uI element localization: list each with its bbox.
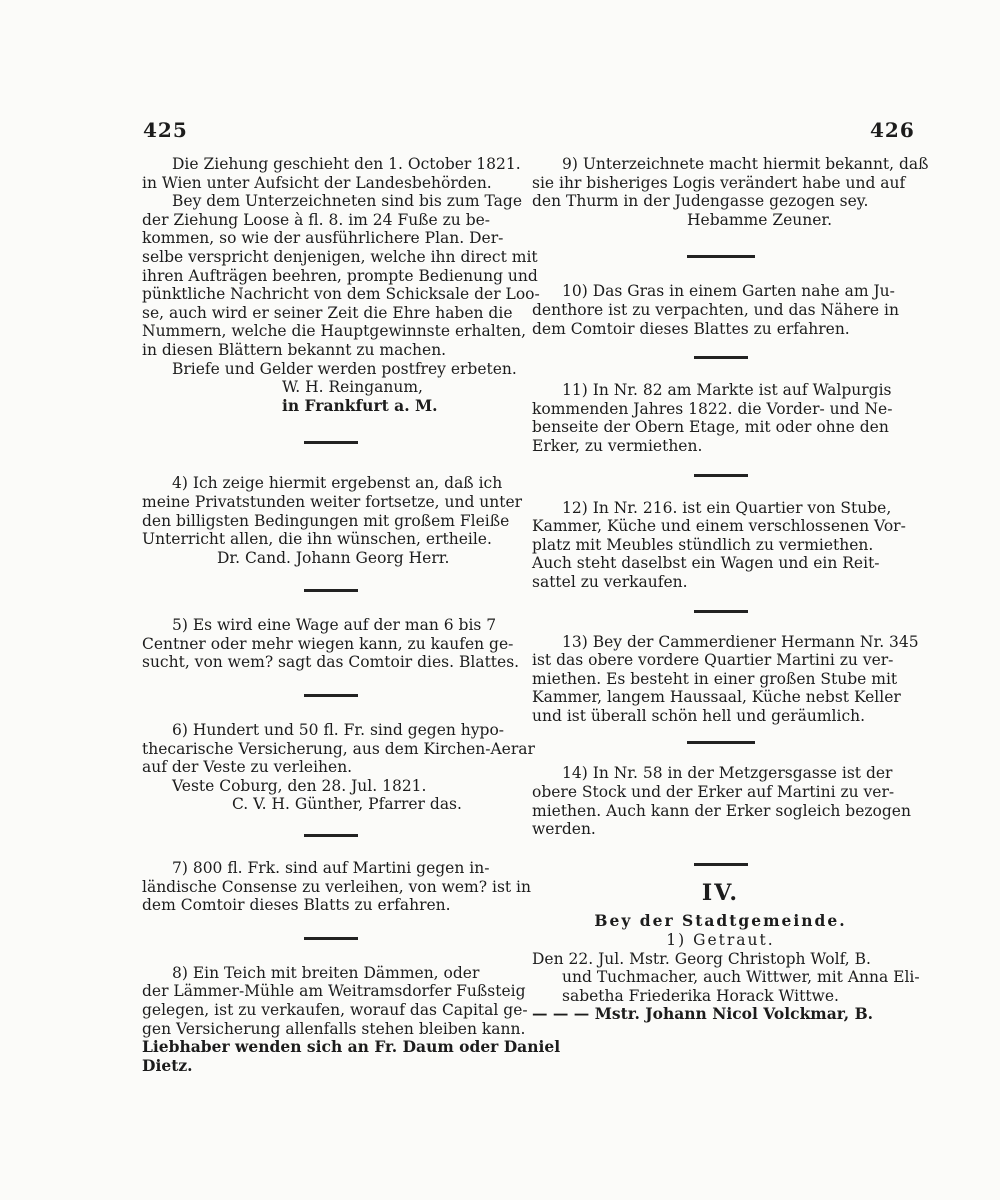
page-number-left: 425	[143, 118, 188, 142]
text-line: Den 22. Jul. Mstr. Georg Christoph Wolf, B.	[532, 949, 871, 968]
text-line: in diesen Blättern bekannt zu machen.	[142, 340, 447, 359]
notice-8	[142, 963, 561, 1076]
signature: C. V. H. Günther, Pfarrer das.	[232, 795, 462, 814]
notice-7	[142, 859, 531, 915]
text-line: Kammer, langem Haussaal, Küche nebst Keller	[532, 688, 901, 707]
signature: Dr. Cand. Johann Georg Herr.	[217, 548, 450, 567]
text-line: Centner oder mehr wiegen kann, zu kaufen ge-	[142, 634, 514, 653]
left-column	[142, 155, 561, 1075]
text-line: kommen, so wie der ausführlichere Plan. Der-	[142, 229, 504, 248]
marriage-record	[532, 949, 920, 1024]
text-line: ihren Aufträgen beehren, prompte Bedienung und	[142, 266, 538, 285]
text-line: auf der Veste zu verleihen.	[142, 758, 353, 777]
notice-lottery	[142, 155, 540, 415]
text-line: benseite der Obern Etage, mit oder ohne den	[532, 418, 889, 437]
section-numeral: IV.	[701, 879, 740, 906]
text-line: ländische Consense zu verleihen, von wem? ist in	[142, 877, 531, 896]
text-line: 5) Es wird eine Wage auf der man 6 bis 7	[172, 616, 497, 635]
notice-5	[142, 616, 520, 672]
text-line: thecarische Versicherung, aus dem Kirchen-Aerar	[142, 739, 535, 758]
section-heading: Bey der Stadtgemeinde.	[594, 911, 847, 931]
text-line: 11) In Nr. 82 am Markte ist auf Walpurgis	[562, 381, 892, 400]
text-line: Liebhaber wenden sich an Fr. Daum oder Daniel	[142, 1037, 561, 1057]
text-line: ist das obere vordere Quartier Martini zu ver-	[532, 651, 894, 670]
signature-place: in Frankfurt a. M.	[282, 395, 438, 415]
text-line: und ist überall schön hell und geräumlich.	[532, 706, 866, 725]
text-line: gelegen, ist zu verkaufen, worauf das Capital ge-	[142, 1001, 528, 1019]
notice-10	[532, 282, 909, 338]
text-line: 7) 800 fl. Frk. sind auf Martini gegen in-	[172, 859, 490, 878]
notice-13	[532, 632, 919, 726]
section-subheading: 1) Getraut.	[666, 931, 775, 950]
text-line: 14) In Nr. 58 in der Metzgersgasse ist der	[562, 764, 893, 783]
signature-place-date: Veste Coburg, den 28. Jul. 1821.	[172, 776, 427, 795]
text-line: 10) Das Gras in einem Garten nahe am Ju-	[562, 282, 895, 301]
text-line: gen Versicherung allenfalls stehen bleiben kann.	[142, 1019, 526, 1038]
page-number-right: 426	[870, 118, 915, 142]
text-line: dem Comtoir dieses Blatts zu erfahren.	[142, 896, 451, 915]
text-line: sie ihr bisheriges Logis verändert habe und auf	[532, 173, 906, 192]
text-line: in Wien unter Aufsicht der Landesbehörden.	[142, 173, 492, 192]
notice-6	[142, 721, 535, 814]
text-line: — — — Mstr. Johann Nicol Volckmar, B.	[532, 1004, 874, 1024]
text-line: der Ziehung Loose à fl. 8. im 24 Fuße zu be-	[142, 210, 491, 229]
text-line: sabetha Friederika Horack Wittwe.	[562, 986, 839, 1005]
signature: W. H. Reinganum,	[282, 378, 423, 397]
text-line: 8) Ein Teich mit breiten Dämmen, oder	[172, 963, 480, 982]
text-line: miethen. Es besteht in einer großen Stube mit	[532, 669, 898, 688]
text-line: werden.	[532, 820, 596, 839]
text-line: Kammer, Küche und einem verschlossenen Vor-	[532, 517, 906, 536]
text-line: obere Stock und der Erker auf Martini zu ver-	[532, 783, 895, 802]
text-line: sattel zu verkaufen.	[532, 572, 688, 591]
text-line: selbe verspricht denjenigen, welche ihn direct mit	[142, 247, 538, 266]
text-line: se, auch wird er seiner Zeit die Ehre haben die	[142, 303, 513, 322]
text-line: denthore ist zu verpachten, und das Nähere in	[532, 300, 899, 319]
notice-11	[532, 381, 909, 455]
text-line: und Tuchmacher, auch Wittwer, mit Anna Eli-	[562, 968, 920, 987]
text-line: 13) Bey der Cammerdiener Hermann Nr. 345	[562, 632, 919, 651]
notice-9	[532, 155, 929, 229]
text-line: miethen. Auch kann der Erker sogleich bezogen	[532, 801, 911, 820]
text-line: 9) Unterzeichnete macht hiermit bekannt, daß	[562, 155, 929, 173]
text-line: den Thurm in der Judengasse gezogen sey.	[532, 192, 869, 211]
text-line: Unterricht allen, die ihn wünschen, ertheile.	[142, 530, 492, 549]
text-line: 4) Ich zeige hiermit ergebenst an, daß ich	[172, 474, 503, 493]
text-line: Briefe und Gelder werden postfrey erbeten.	[172, 359, 517, 378]
text-line: platz mit Meubles stündlich zu vermiethen.	[532, 535, 874, 554]
text-line: Erker, zu vermiethen.	[532, 436, 703, 455]
notice-4	[142, 474, 523, 567]
text-line: sucht, von wem? sagt das Comtoir dies. Blattes.	[142, 653, 520, 672]
text-line: kommenden Jahres 1822. die Vorder- und Ne-	[532, 399, 893, 418]
right-column	[532, 155, 929, 1024]
signature: Hebamme Zeuner.	[687, 210, 833, 229]
text-line: 6) Hundert und 50 fl. Fr. sind gegen hypo-	[172, 721, 505, 740]
notice-12	[532, 499, 909, 592]
text-line: Auch steht daselbst ein Wagen und ein Reit-	[532, 554, 880, 573]
text-line: dem Comtoir dieses Blattes zu erfahren.	[532, 319, 850, 338]
text-line: Dietz.	[142, 1055, 193, 1075]
text-line: Die Ziehung geschieht den 1. October 1821.	[172, 155, 521, 173]
text-line: der Lämmer-Mühle am Weitramsdorfer Fußsteig	[142, 982, 526, 1001]
text-line: den billigsten Bedingungen mit großem Fleiße	[142, 511, 510, 530]
notice-14	[532, 764, 909, 838]
text-line: Nummern, welche die Hauptgewinnste erhalten,	[142, 322, 527, 341]
text-line: pünktliche Nachricht von dem Schicksale der Loo-	[142, 285, 540, 304]
text-line: 12) In Nr. 216. ist ein Quartier von Stube,	[562, 498, 892, 517]
text-line: Bey dem Unterzeichneten sind bis zum Tage	[172, 192, 522, 211]
text-line: meine Privatstunden weiter fortsetze, und unter	[142, 492, 523, 511]
